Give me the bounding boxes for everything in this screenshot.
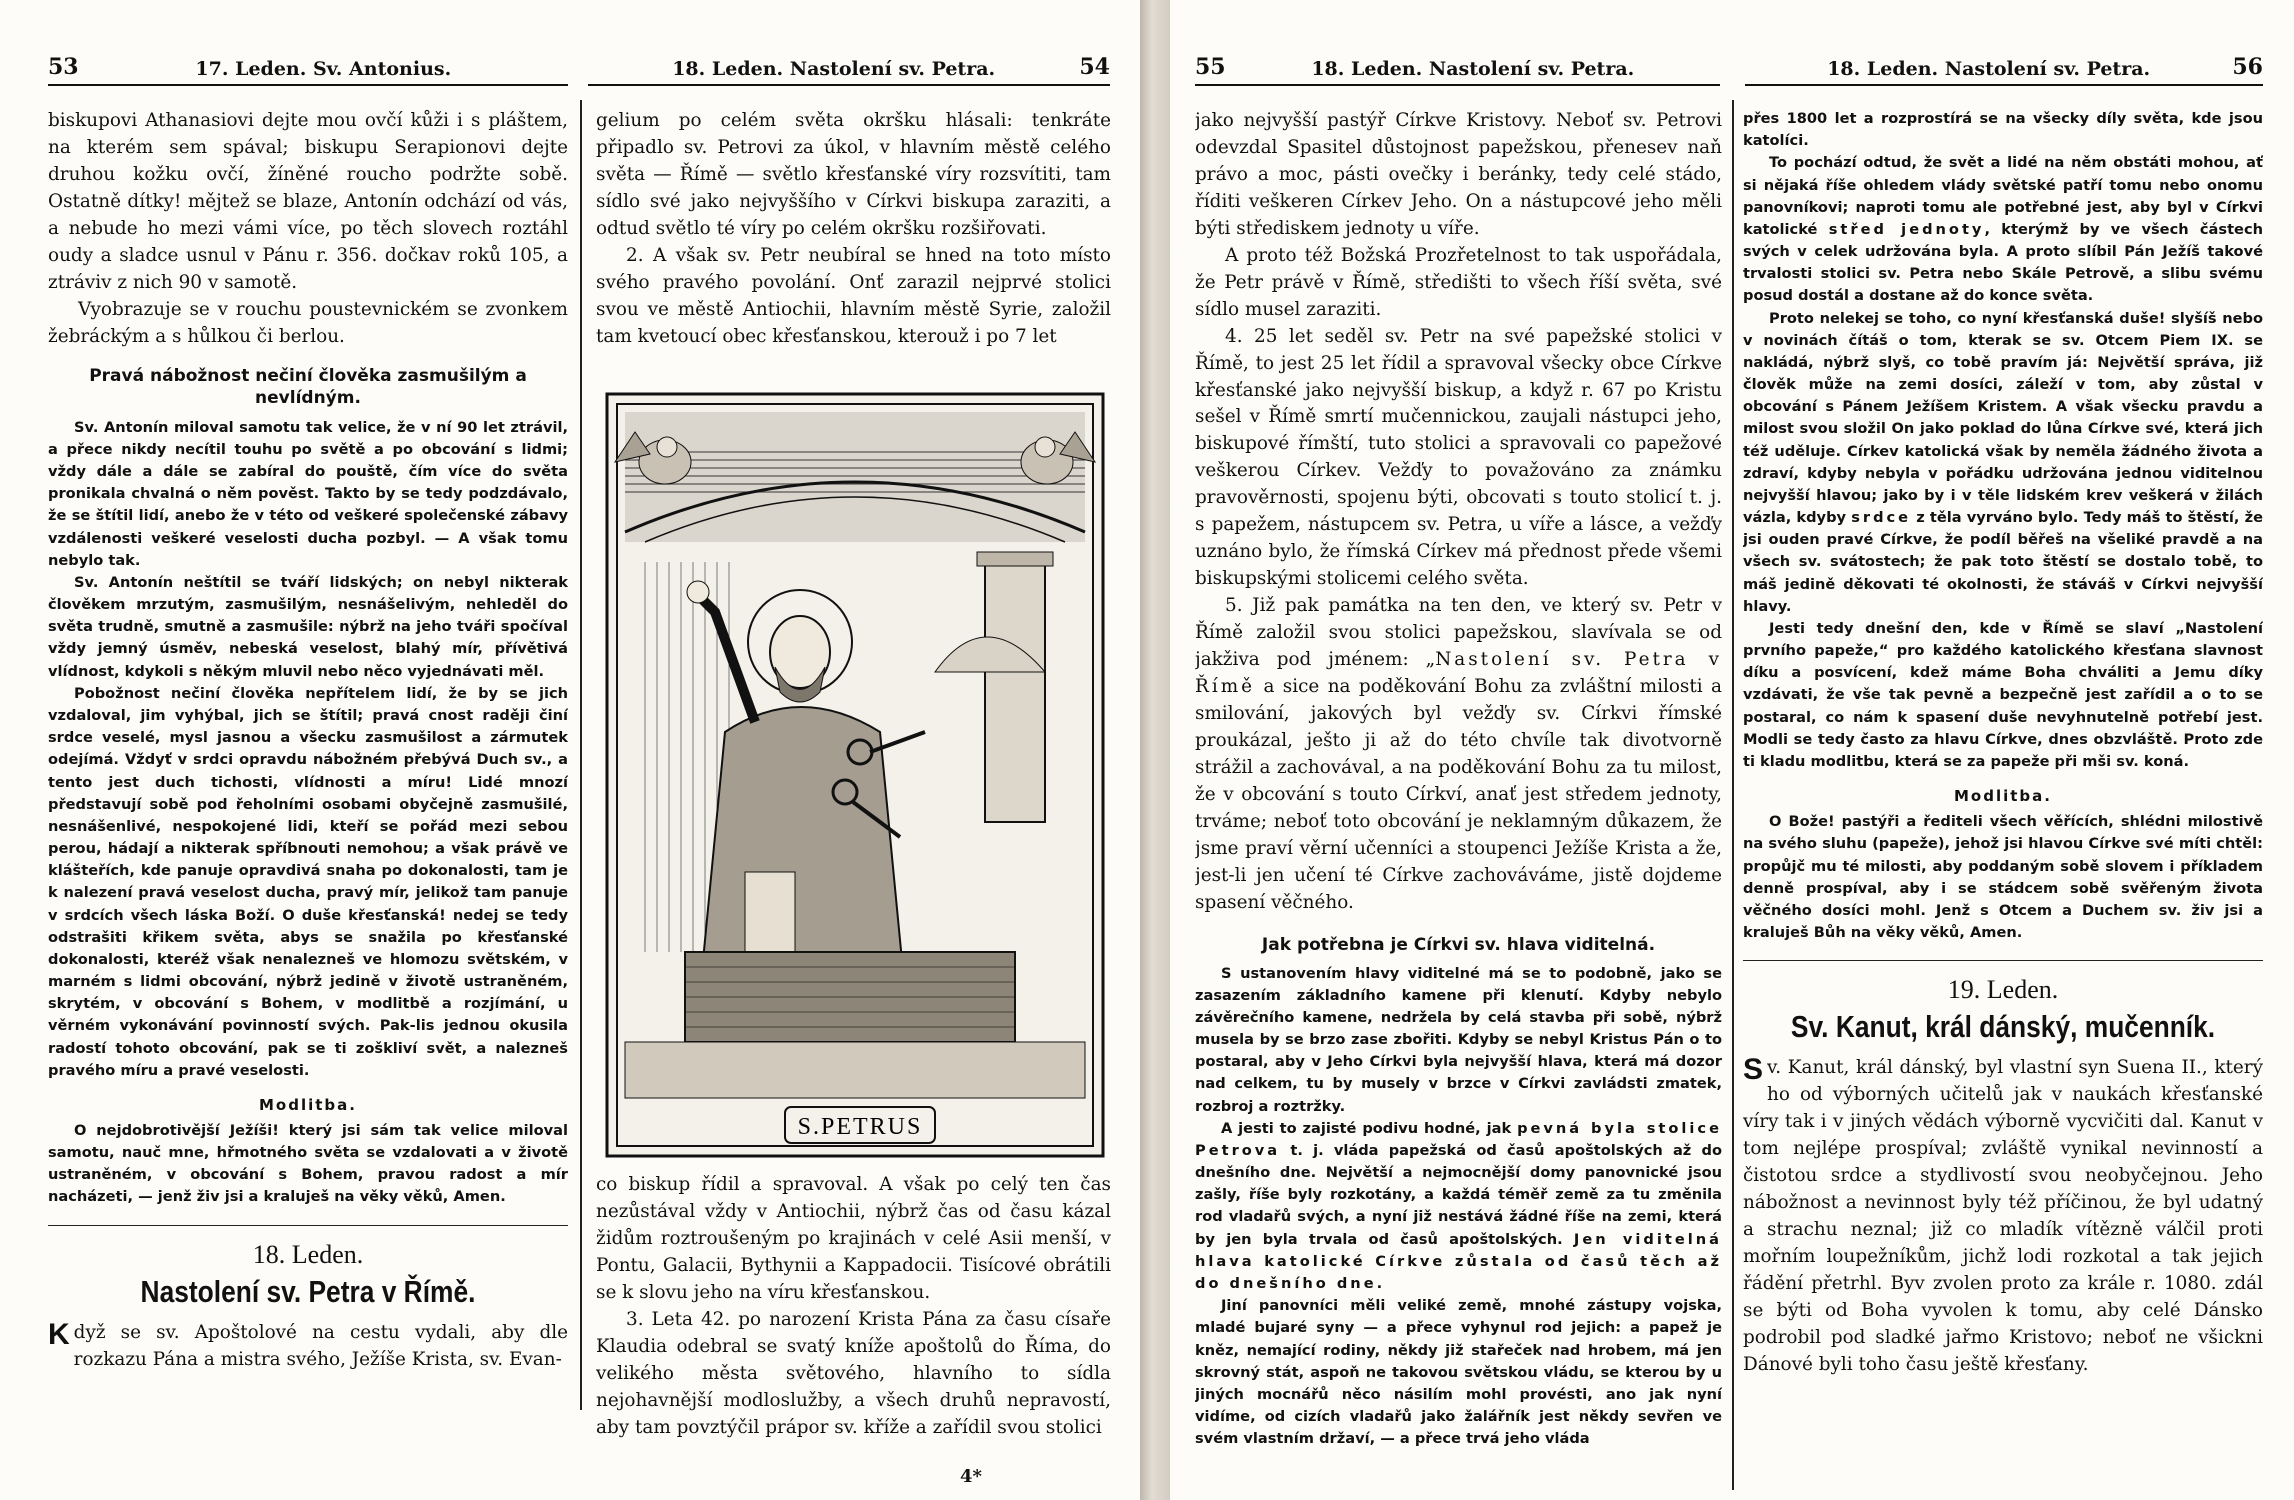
paragraph: jako nejvyšší pastýř Církve Kristovy. Neboť sv. Petrovi odevzdal Spasitel důstojnost papežskou, přenesev naň právo a moc, pásti ovečky i beránky, tedy celé stádo, říditi veškeren Církev Jeho. On a nástupcové jeho měli býti střediskem jednoty u víře. <box>1195 110 1722 239</box>
right-page-column-2 <box>1743 108 2263 1500</box>
figure-caption: S.PETRUS <box>797 1114 923 1140</box>
section-heading: Jak potřebna je Církvi sv. hlava viditelná. <box>1261 934 1656 955</box>
book-gutter <box>1140 0 1170 1500</box>
page-header-54 <box>588 50 1110 86</box>
feast-title: Sv. Kanut, král dánský, mučenník. <box>1790 1009 2216 1045</box>
page-header-53 <box>48 50 568 86</box>
st-peter-engraving <box>605 392 1105 1158</box>
paragraph: Vyobrazuje se v rouchu poustevnickém se zvonkem žebráckým a s hůlkou či berlou. <box>48 298 568 347</box>
spaced-emphasis: střed jednoty <box>1828 220 1985 238</box>
paragraph: 3. Leta 42. po narození Krista Pána za času císaře Klaudia odebral se svatý kníže apoštolů do Říma, do velikého města světového, hlavního to sídla nejohavnější modloslužby, a všech druhů nepravostí, aby tam povztýčil prápor sv. kříže a zařídil svou stolici <box>596 1308 1111 1438</box>
left-page-column-2-bottom <box>596 1172 1111 1500</box>
spaced-emphasis: srdce <box>1851 509 1912 527</box>
section-divider <box>1743 960 2263 961</box>
paragraph: To pochází odtud, že svět a lidé na něm obstáti mohou, ať si nějaká říše ohledem vlády světské patří tomu nebo onomu panovníkovi; naproti tomu ale potřebné jest, aby byl v Církvi katolické střed jednoty, kterýmž by ve všech částech svých v celek udržována byla. A proto slíbil Pán Ježíš takové trvalosti stolici sv. Petra nebo Skále Petrově, a slibu svému posud dostál a dostane až do konce světa. <box>1743 154 2263 305</box>
page-header-56 <box>1745 50 2263 86</box>
running-head: 18. Leden. Nastolení sv. Petra. <box>1311 58 1635 80</box>
paragraph: Jiní panovníci měli veliké země, mnohé zástupy vojska, mladé bujaré syny — a přece vyhynul rod jejich: a papež je kněz, nemající rodiny, někdy již stařeček nad hrobem, má jen skrovný stát, aspoň ne takovou světskou vládu, se kterou by u jiných mocnářů něco násilím mohl provésti, ano jak nyní vidíme, od cizích vladařů jako žalářník jest někdy sevřen ve svém vlastním državí, — a přece trvá jeho vláda <box>1195 1297 1722 1448</box>
book <box>745 872 795 952</box>
column-rule <box>580 100 582 1410</box>
paragraph: gelium po celém světa okršku hlásali: tenkráte připadlo sv. Petrovi za úkol, v hlavním městě celého světa — Římě — světlo křesťanské víry rozsvítiti, tam sídlo své jako nejvyššího v Církvi biskupa zaraziti, a odtud světlo té víry po celém okršku rozšiřovati. <box>596 110 1111 239</box>
column-rule <box>1732 100 1734 1490</box>
spaced-emphasis: pevná byla stolice Petrova <box>1195 1119 1722 1159</box>
paragraph: Proto nelekej se toho, co nyní křesťanská duše! slyšíš nebo v novinách čítáš o tom, kterak se sv. Otcem Piem IX. se nakládá, nýbrž slyš, co tobě pravím já: Největší správa, již člověk může na zemi dosíci, záleží v tom, aby zůstal v obcování s Pánem Ježíšem Kristem. A však všecku pravdu a milost svou složil On jako poklad do lůna Církve své, která jich též uděluje. Církev katolická však by neměla žádného života a zdraví, kdyby nebyla v pořádku udržována jednou viditelnou nejvyšší hlavou; jako by i v těle lidském krev veškerá v žilách vázla, kdyby srdce z těla vyrváno bylo. Tedy máš to štěstí, že jsi ouden pravé Církve, že podíl běřeš na všeliké pravdě a na všech sv. svátostech; že pak toto štěstí se dostalo tobě, to máš jedině děkovati té okolnosti, že stáváš v Církvi nejvyšší hlavy. <box>1743 309 2263 615</box>
drop-cap: K <box>48 1317 70 1351</box>
paragraph: přes 1800 let a rozprostírá se na všecky díly světa, kde jsou katolíci. <box>1743 110 2263 150</box>
right-page-column-1 <box>1195 108 1722 1500</box>
paragraph: biskupovi Athanasiovi dejte mou ovčí kůži i s pláštem, na kterém sem spával; biskupu Serapionovi dejte druhou kožku ovčí, žíněné roucho podržte sobě. Ostatně dítky! mějtež se blaze, Antonín odchází od vás, a nebude ho mezi vámi více, po těch slovech roztáhl oudy a sladce usnul v Pánu r. 356. dočkav roků 105, a ztráviv z nich 90 v samotě. <box>48 110 568 293</box>
running-head: 18. Leden. Nastolení sv. Petra. <box>672 58 996 80</box>
right-page-spread <box>1170 0 2294 1500</box>
feast-date: 19. Leden. <box>1947 975 2059 1005</box>
paragraph: A proto též Božská Prozřetelnost to tak uspořádala, že Petr právě v Římě, středišti to všech říší světa, své sídlo musel zaraziti. <box>1195 244 1722 320</box>
paragraph: Sv. Antonín miloval samotu tak velice, že v ní 90 let ztrávil, a přece nikdy necítil touhu po světě a po obcování s lidmi; vždy dále a dále se zabíral do pouště, čím více do světa pronikala chvalná o něm pověst. Takto by se tedy podzdávalo, že se štítil lidí, anebo že v této od veškeré společenské zábavy vzdálenosti veškeré veselosti ducha pozbyl. — A však tomu nebylo tak. <box>48 418 568 569</box>
prayer-text: O nejdobrotivější Ježíši! který jsi sám tak velice miloval samotu, nauč mne, hřmotného světa se vzdalovati a v životě ustraněném, v obcování s Bohem, pravou radost a mír nacházeti, — jenž živ jsi a kraluješ na věky věků, Amen. <box>48 1121 568 1206</box>
page-header-55 <box>1195 50 1720 86</box>
paragraph: Sv. Antonín neštítil se tváří lidských; on nebyl nikterak člověkem mrzutým, zasmušilým, nesnášelivým, nehleděl do světa trudně, smutně a zasmušile: nýbrž na jeho tváři spočíval vždy jemný úsměv, nebeská veselost, blahý mír, přívětivá vlídnost, kdykoli s někým mluvil nebo něco vyjednávati měl. <box>48 573 568 680</box>
page-number: 55 <box>1195 54 1226 80</box>
left-page-spread <box>0 0 1140 1500</box>
paragraph: 5. Již pak památka na ten den, ve který sv. Petr v Římě založil svou stolici papežskou, slavívala se od jakživa pod jménem: „Nastolení sv. Petra v Římě a sice na poděkování Bohu za zvláštní milosti a smilování, jakových byl vežďy sv. Církvi římské proukázal, ješto ji až do této chvíle tak divotvorně strážil a zachovával, a na poděkování Bohu za tu milost, že v obcování s touto Církví, anať jest středem jednoty, trváme; neboť toto obcování je neklamným důkazem, že jsme praví věrní učenníci a stoupenci Ježíše Krista a že, jest-li jen učení té Církve zachováváme, jistě dojdeme spasení věčného. <box>1195 595 1722 913</box>
page-number: 53 <box>48 54 79 80</box>
spaced-emphasis: Jen viditelná hlava katolické Církve zůstala od časů těch až do dnešního dne. <box>1195 1230 1722 1292</box>
left-page-column-2-top <box>596 108 1111 398</box>
running-head: 17. Leden. Sv. Antonius. <box>195 58 452 80</box>
paragraph: co biskup řídil a spravoval. A však po celý ten čas nezůstával vždy v Antiochii, nýbrž čas od času kázal židům roztroušeným po krajinách v celé Asii menší, v Pontu, Galacii, Bythynii a Kappadocii. Tisícové obrátili se k slovu jeho na víru křesťanskou. <box>596 1174 1111 1303</box>
prayer-heading: Modlitba. <box>1954 787 2052 806</box>
running-head: 18. Leden. Nastolení sv. Petra. <box>1827 58 2151 80</box>
paragraph: Pobožnost nečiní člověka nepřítelem lidí, že by se jich vzdaloval, jim vyhýbal, jich se štítil; pravá cnost raději činí srdce veselé, mysl jasnou a všecku zasmušilost a zármutek odejímá. Vždyť v srdci opravdu nábožném přebývá Duch sv., a tento jest duch tichosti, vlídnosti a míru! Lidé mnozí představují sobě pod řeholními osobami obyčejně zasmušilé, nesnášenlivé, nespokojené lidi, kteří se pořád mezi sebou perou, hádají a nikterak spříbnouti nemohou; a však právě ve klášteřích, kde panuje opravdivá snaha po dokonalosti, tam je k nalezení pravá veselost ducha, pravý mír, jelikož tam panuje v srdcích všech láska Boží. O duše křesťanská! nedej se tedy odstrašiti křikem světa, abys se snažila po křesťanské dokonalosti, kteréž však nenalezneš ve hlomozu světském, v marném s lidmi obcování, nýbrž jedině v životě ustraněném, skrytém, v obcování s Bohem, v modlitbě a rozjímání, u věrném vykonávání povinností svých. Pak-lis jednou okusila radostí tohoto obcování, pak se ti zoškliví svět, a nalezneš pravého míru a pravé veselosti. <box>48 684 568 1079</box>
feast-date: 18. Leden. <box>252 1239 364 1269</box>
paragraph: S ustanovením hlavy viditelné má se to podobně, jako se zasazením základního kamene při klenutí. Kdyby nebylo závěrečního kamene, nedržela by celá stavba při sobě, nýbrž musela by se brzo zase zbořiti. Kdyby se nebyl Kristus Pán o to postaral, aby v Jeho Církvi byla nejvyšší hlava, která má dozor nad celkem, tu by musely v brzce v Církvi zavládsti zmatek, rozbroj a roztržky. <box>1195 964 1722 1115</box>
left-page-column-1 <box>48 108 568 1500</box>
prayer-heading: Modlitba. <box>259 1095 357 1114</box>
section-divider <box>48 1225 568 1226</box>
paragraph: A jesti to zajisté podivu hodné, jak pevná byla stolice Petrova t. j. vláda papežská od časů apoštolských až do dnešního dne. Největší a nejmocnější domy panovnické jsou zašly, říše byly rozkotány, a každá téměř země za tu změnila rod vladařů svých, a nyní již nestává žádné říše na zemi, která by jen byla trvala od časů apoštolských. Jen viditelná hlava katolické Církve zůstala od časů těch až do dnešního dne. <box>1195 1119 1722 1292</box>
page-number: 54 <box>1079 54 1110 80</box>
paragraph: dyž se sv. Apoštolové na cestu vydali, aby dle rozkazu Pána a mistra svého, Ježíše Krista, sv. Evan- <box>73 1321 568 1370</box>
page-number: 56 <box>2232 54 2263 80</box>
paragraph: 2. A však sv. Petr neubíral se hned na toto místo svého pravého povolání. Onť zarazil nejprvé stolici svou ve městě Antiochii, hlavním městě Syrie, založil tam kvetoucí obec křesťanskou, kterouž i po 7 let <box>596 244 1111 347</box>
section-heading: Pravá nábožnost nečiní člověka zasmušilým a nevlídným. <box>89 365 527 408</box>
paragraph: v. Kanut, král dánský, byl vlastní syn Suena II., který ho od výborných učitelů jak v naukách křesťanské víry tak i v jiných vědách výborně vycvičiti dal. Kanut v tom nejlépe prospíval; zvláště vynikal nevinností a čistotou srdce a stydlivostí svou neobyčejnou. Jeho nábožnost a nevinnost byly též příčinou, že byl udatný a strachu neznal; již co mladík vítězně válčil proti mořním loupežníkům, jichž lodi rozkotal a tak jejich řádění přetrhl. Byv zvolen proto za krále r. 1080. zdál se býti od Boha vyvolen k tomu, aby celé Dánsko podrobil pod sladké jařmo Kristovo; neboť ne všickni Dánové byli toho času ještě křesťany. <box>1743 1057 2263 1375</box>
spaced-emphasis: Nastolení sv. Petra v Římě <box>1195 649 1722 698</box>
signature-mark: 4* <box>960 1466 982 1487</box>
column-pillar <box>985 562 1045 822</box>
feast-title: Nastolení sv. Petra v Římě. <box>140 1273 476 1309</box>
prayer-text: O Bože! pastýři a řediteli všech věřících, shlédni milostivě na svého sluhu (papeže), jehož jsi hlavou Církve své míti chtěl: propůjč mu té milosti, aby poddaným sobě slovem i příkladem denně prospíval, aby i se stádcem sobě svěřeným života věčného dosíci mohl. Jenž s Otcem a Duchem sv. živ jsi a kraluješ Bůh na věky věků, Amen. <box>1743 813 2263 942</box>
paragraph: Jesti tedy dnešní den, kde v Římě se slaví „Nastolení prvního papeže,“ pro každého katolického křesťana slavnost díku a posvícení, kdež máme Boha chváliti a Jemu díky vzdávati, že vše tak pevně a bezpečně jest zařídil a o to se postaral, co nám k spasení duše nevyhnutelně potřebí jest. Modli se tedy často za hlavu Církve, dnes obzvláště. Proto zde ti kladu modlitbu, která se za papeže při mši sv. koná. <box>1743 619 2263 770</box>
paragraph: 4. 25 let seděl sv. Petr na své papežské stolici v Římě, to jest 25 let řídil a spravoval všecky obce Církve křesťanské jako nejvyšší biskup, a když r. 67 po Kristu sešel v Římě smrtí mučennickou, zaujali nástupci jeho, biskupové římští, tuto stolici a spravovali co papežové veškerou Církev. Vežďy to považováno za známku pravověrnosti, spojenu býti, obcovati s touto stolicí t. j. s papežem, nástupcem sv. Petra, u víře a lásce, a vežďy uznáno bylo, že římská Církev má přednost přede všemi biskupskými stolicemi celého světa. <box>1195 325 1722 590</box>
drop-cap: S <box>1743 1053 1764 1087</box>
